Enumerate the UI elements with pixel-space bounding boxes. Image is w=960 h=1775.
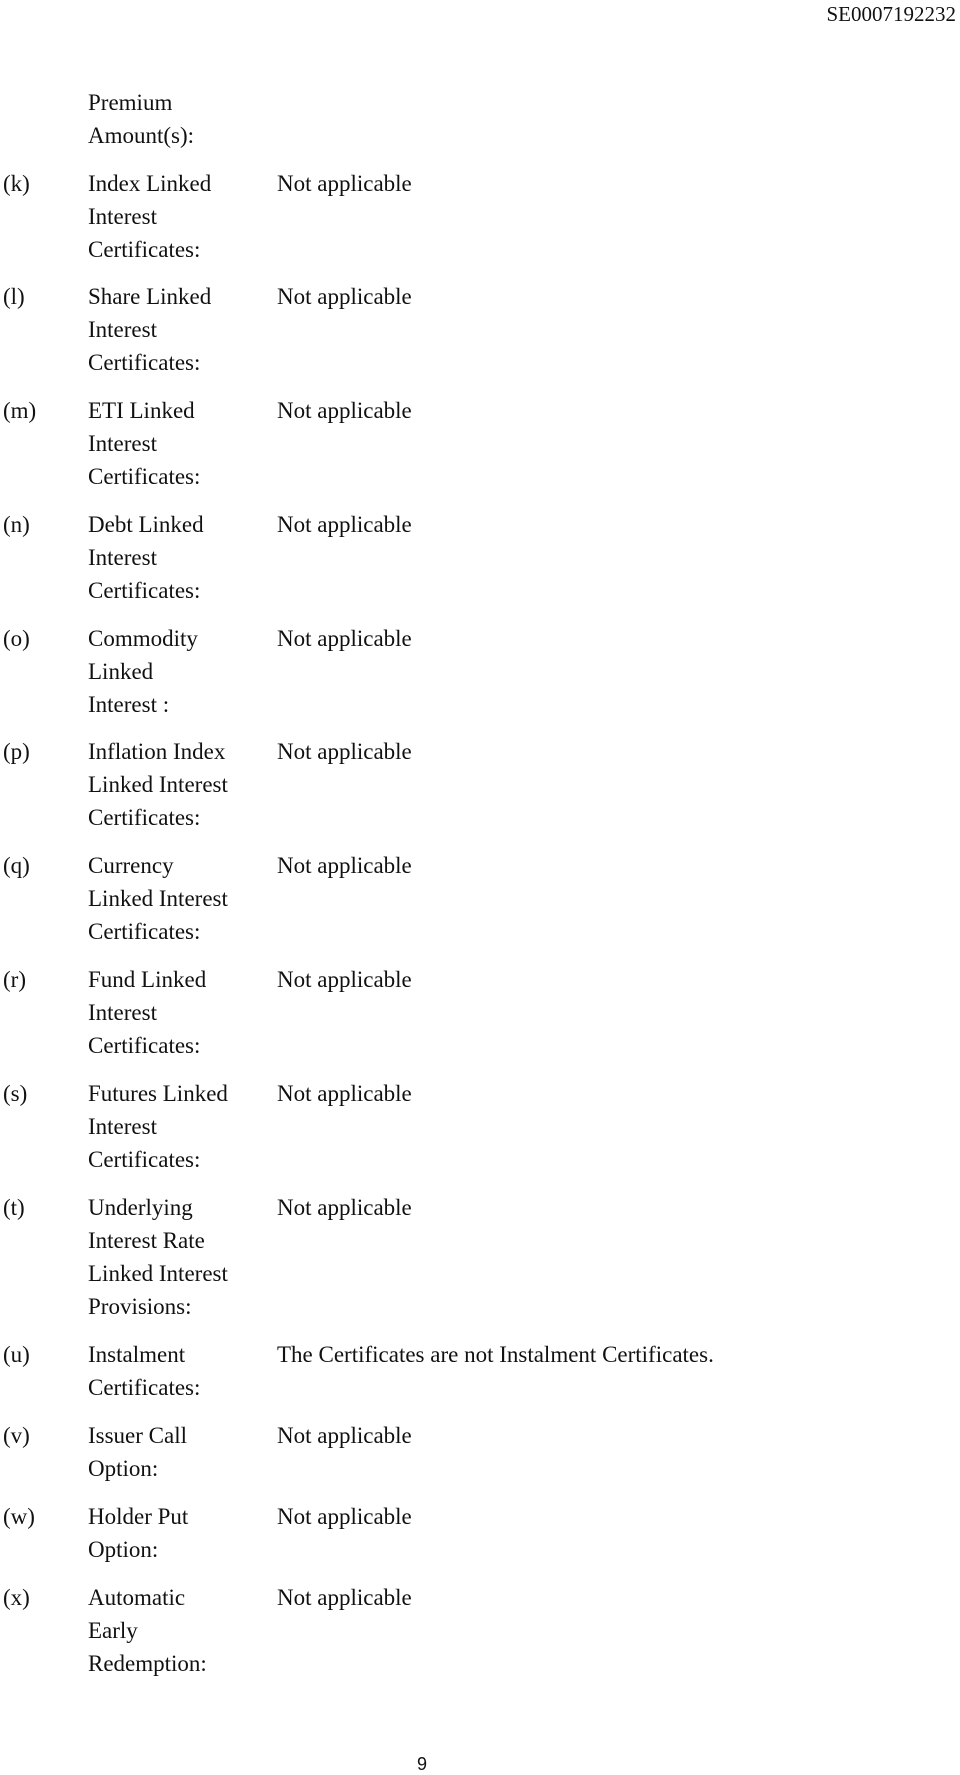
term-label [88, 1338, 248, 1404]
term-row-m [0, 394, 960, 493]
term-label-line: Currency [88, 853, 174, 878]
page-number: 9 [416, 1754, 427, 1774]
term-label [88, 1077, 248, 1176]
term-label-line: Provisions: [88, 1294, 192, 1319]
term-row-l [0, 280, 960, 379]
term-label-line: Certificates: [88, 919, 201, 944]
term-label [88, 280, 248, 379]
term-label-line: Instalment [88, 1342, 186, 1367]
term-number: (x) [3, 1585, 30, 1610]
term-row-u [0, 1338, 960, 1404]
term-label-line: Interest : [88, 692, 170, 717]
term-number: (s) [3, 1081, 28, 1106]
term-label-line: Interest [88, 204, 157, 229]
term-value: Not applicable [277, 1585, 412, 1610]
term-label-line: Redemption: [88, 1651, 207, 1676]
term-label-line: ETI Linked [88, 398, 195, 423]
term-number: (u) [3, 1342, 30, 1367]
term-row-s [0, 1077, 960, 1176]
term-label-line: Option: [88, 1456, 159, 1481]
term-label-line: Interest [88, 1000, 157, 1025]
term-value: Not applicable [277, 171, 412, 196]
term-value: The Certificates are not Instalment Certificates. [277, 1342, 714, 1367]
term-label-line: Futures Linked [88, 1081, 228, 1106]
term-label-line: Early [88, 1618, 138, 1643]
term-label [88, 622, 248, 721]
term-label-line: Certificates: [88, 1033, 201, 1058]
term-row-w [0, 1500, 960, 1566]
term-number: (p) [3, 739, 30, 764]
term-value: Not applicable [277, 512, 412, 537]
term-row-premium-amount [0, 86, 960, 152]
term-label [88, 1500, 248, 1566]
term-label [88, 1191, 248, 1323]
term-value: Not applicable [277, 967, 412, 992]
term-label-line: Linked Interest [88, 886, 228, 911]
term-row-o [0, 622, 960, 721]
term-row-q [0, 849, 960, 948]
term-number: (n) [3, 512, 30, 537]
term-number: (q) [3, 853, 30, 878]
term-value: Not applicable [277, 1081, 412, 1106]
term-value: Not applicable [277, 1195, 412, 1220]
terms-table [0, 86, 960, 1680]
term-label [88, 86, 248, 152]
term-value: Not applicable [277, 1504, 412, 1529]
term-label-line: Interest Rate [88, 1228, 205, 1253]
term-label-line: Amount(s): [88, 123, 195, 148]
term-label-line: Holder Put [88, 1504, 189, 1529]
term-row-p [0, 735, 960, 834]
term-number: (l) [3, 284, 25, 309]
term-label [88, 167, 248, 266]
term-value: Not applicable [277, 853, 412, 878]
term-label-line: Commodity [88, 626, 198, 651]
term-label [88, 1419, 248, 1485]
term-value: Not applicable [277, 284, 412, 309]
term-number: (v) [3, 1423, 30, 1448]
term-label-line: Option: [88, 1537, 159, 1562]
term-label [88, 1581, 248, 1680]
term-label-line: Debt Linked [88, 512, 204, 537]
term-label [88, 849, 248, 948]
term-label-line: Automatic [88, 1585, 186, 1610]
term-number: (k) [3, 171, 30, 196]
term-number: (w) [3, 1504, 35, 1529]
term-label-line: Certificates: [88, 1375, 201, 1400]
term-label-line: Interest [88, 545, 157, 570]
term-label-line: Certificates: [88, 805, 201, 830]
term-label-line: Interest [88, 1114, 157, 1139]
term-label-line: Inflation Index [88, 739, 226, 764]
term-label-line: Certificates: [88, 578, 201, 603]
term-row-k [0, 167, 960, 266]
term-number: (t) [3, 1195, 25, 1220]
term-label [88, 394, 248, 493]
term-row-t [0, 1191, 960, 1323]
document-id: SE0007192232 [826, 2, 956, 26]
term-number: (o) [3, 626, 30, 651]
term-label-line: Linked Interest [88, 772, 228, 797]
term-value: Not applicable [277, 1423, 412, 1448]
term-row-n [0, 508, 960, 607]
term-label-line: Certificates: [88, 1147, 201, 1172]
term-label-line: Issuer Call [88, 1423, 188, 1448]
term-label-line: Linked Interest [88, 1261, 228, 1286]
term-label [88, 963, 248, 1062]
term-label-line: Fund Linked [88, 967, 207, 992]
term-row-v [0, 1419, 960, 1485]
term-label-line: Linked [88, 659, 154, 684]
term-label [88, 508, 248, 607]
term-label-line: Share Linked [88, 284, 212, 309]
term-row-x [0, 1581, 960, 1680]
term-label-line: Interest [88, 317, 157, 342]
term-label-line: Certificates: [88, 237, 201, 262]
term-label-line: Index Linked [88, 171, 212, 196]
term-row-r [0, 963, 960, 1062]
term-label-line: Certificates: [88, 350, 201, 375]
term-label [88, 735, 248, 834]
term-number: (m) [3, 398, 37, 423]
term-value: Not applicable [277, 739, 412, 764]
term-number: (r) [3, 967, 26, 992]
term-label-line: Certificates: [88, 464, 201, 489]
term-value: Not applicable [277, 398, 412, 423]
term-label-line: Interest [88, 431, 157, 456]
term-label-line: Premium [88, 90, 173, 115]
term-value: Not applicable [277, 626, 412, 651]
term-label-line: Underlying [88, 1195, 193, 1220]
